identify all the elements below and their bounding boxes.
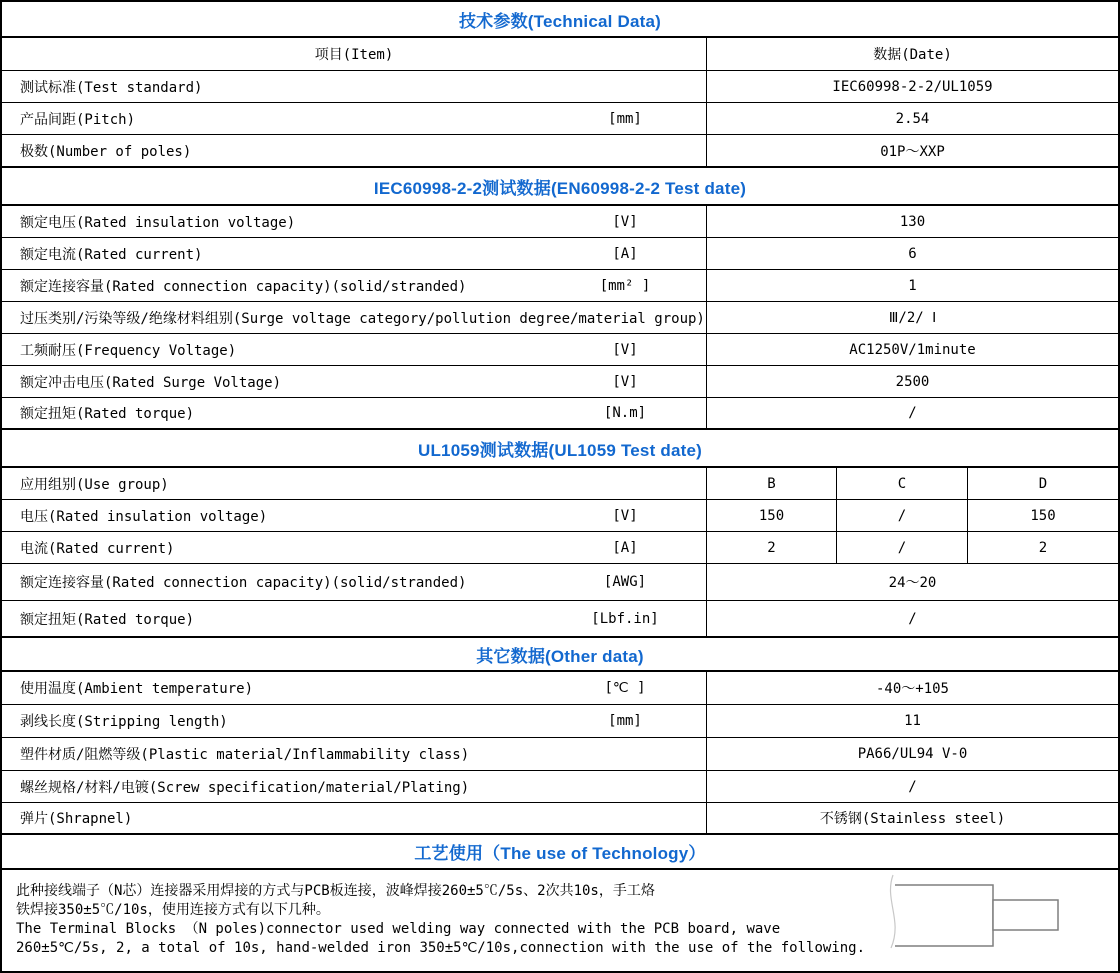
item-cell (2, 705, 707, 737)
section-technical-data (2, 2, 1118, 38)
item-row (2, 135, 1118, 168)
item-cell (2, 468, 707, 499)
row-unit: [A] (612, 539, 638, 556)
section-title: 技术参数(Technical Data) (458, 11, 662, 31)
section-title: 工艺使用（The use of Technology） (414, 844, 706, 863)
item-row (2, 334, 1118, 366)
row-label: 电流(Rated current) (20, 540, 175, 557)
item4-row (2, 532, 1118, 564)
row-value-group-b: 150 (707, 500, 837, 531)
item-cell (2, 366, 707, 397)
row-value: 130 (899, 213, 926, 230)
row-value-group-d: D (1038, 475, 1048, 492)
item-cell (2, 738, 707, 770)
item-cell (2, 71, 707, 102)
row-unit: [N.m] (603, 405, 647, 421)
row-value: Ⅲ/2/ Ⅰ (888, 309, 937, 326)
row-label: 工频耐压(Frequency Voltage) (20, 342, 237, 359)
note-line-en-2: 260±5℃/5s, 2, a total of 10s, hand-welded iron 350±5℃/10s,connection with the use of the following. (16, 940, 866, 956)
row-value: 2500 (895, 373, 930, 390)
row-unit: [mm] (608, 110, 642, 127)
row-value: 24～20 (888, 575, 937, 591)
column-header-date: 数据(Date) (873, 47, 952, 63)
row-label: 电压(Rated insulation voltage) (20, 508, 268, 525)
row-value: 01P～XXP (880, 143, 945, 160)
item4-row (2, 500, 1118, 532)
row-value: / (908, 610, 917, 627)
row-unit: [℃ ] (604, 680, 646, 696)
row-value: / (908, 778, 917, 795)
row-value-group-c: / (837, 500, 968, 531)
row-unit: [V] (612, 507, 638, 524)
item-cell (2, 601, 707, 636)
item-row (2, 601, 1118, 638)
row-unit: [mm² ] (599, 277, 651, 294)
row-unit: [V] (612, 373, 638, 390)
item-cell (2, 672, 707, 704)
item-row (2, 238, 1118, 270)
wire-insulation-outline (895, 885, 993, 946)
item-cell (2, 238, 707, 269)
row-unit: [AWG] (603, 574, 647, 590)
row-label: 额定扭矩(Rated torque) (20, 611, 195, 628)
row-value: 2.54 (895, 110, 930, 127)
row-value-group-c: C (837, 468, 968, 499)
row-value-group-d: 2 (1038, 539, 1048, 556)
item-row (2, 771, 1118, 803)
row-label: 额定连接容量(Rated connection capacity)(solid/stranded) (20, 575, 467, 591)
item-cell (2, 334, 707, 365)
section-title: 其它数据(Other data) (476, 646, 644, 666)
item-cell (2, 398, 707, 428)
row-label: 测试标准(Test standard) (20, 79, 203, 96)
row-value-group-b: 2 (707, 532, 837, 563)
item-row (2, 302, 1118, 334)
row-label: 产品间距(Pitch) (20, 111, 136, 128)
row-value: -40～+105 (875, 681, 949, 697)
section-use-of-technology (2, 835, 1118, 870)
note-line-cn-1: 此种接线端子（N芯）连接器采用焊接的方式与PCB板连接，波峰焊接260±5℃/5s、2次共10s，手工烙 (16, 883, 655, 899)
item-cell (2, 103, 707, 134)
row-value: 6 (908, 245, 917, 262)
row-value: 11 (904, 713, 921, 729)
item-cell (2, 500, 707, 531)
wire-break-wave (890, 875, 895, 948)
row-value: PA66/UL94 V-0 (857, 746, 968, 762)
item-row (2, 71, 1118, 103)
row-label: 螺丝规格/材料/电镀(Screw specification/material/Plating) (20, 779, 470, 796)
note-line-cn-2: 铁焊接350±5℃/10s，使用连接方式有以下几种。 (16, 902, 330, 918)
stripped-wire-diagram (880, 872, 1118, 971)
row-value: / (908, 405, 917, 421)
row-label: 额定电压(Rated insulation voltage) (20, 214, 296, 231)
technology-note (2, 870, 1118, 971)
section-other-data (2, 638, 1118, 672)
row-unit: [A] (612, 245, 638, 262)
section-iec60998-test-data (2, 168, 1118, 206)
row-label: 额定扭矩(Rated torque) (20, 406, 195, 422)
item4-row (2, 468, 1118, 500)
row-label: 极数(Number of poles) (20, 143, 192, 160)
item-cell (2, 532, 707, 563)
item-row (2, 398, 1118, 430)
item-cell (2, 564, 707, 600)
row-unit: [Lbf.in] (591, 610, 659, 627)
item-cell (2, 206, 707, 237)
row-label: 使用温度(Ambient temperature) (20, 681, 254, 697)
item-row (2, 366, 1118, 398)
column-header-item: 项目(Item) (2, 38, 707, 70)
column-header-row (2, 38, 1118, 71)
item-cell (2, 302, 707, 333)
item-row (2, 738, 1118, 771)
item-row (2, 206, 1118, 238)
item-row (2, 103, 1118, 135)
row-value-group-d: 150 (1030, 507, 1056, 524)
row-unit: [mm] (608, 713, 642, 729)
row-value: AC1250V/1minute (849, 341, 976, 358)
row-label: 弹片(Shrapnel) (20, 811, 133, 827)
row-label: 应用组别(Use group) (20, 476, 169, 493)
row-value: 1 (908, 277, 917, 294)
section-title: UL1059测试数据(UL1059 Test date) (418, 440, 702, 460)
row-unit: [V] (612, 213, 638, 230)
row-unit: [V] (612, 341, 638, 358)
item-cell (2, 771, 707, 802)
item-cell (2, 803, 707, 833)
row-label: 塑件材质/阻燃等级(Plastic material/Inflammability class) (20, 747, 470, 763)
item-cell (2, 270, 707, 301)
section-ul1059-test-data (2, 430, 1118, 468)
row-label: 额定连接容量(Rated connection capacity)(solid/stranded) (20, 278, 467, 295)
item-row (2, 672, 1118, 705)
item-cell (2, 135, 707, 166)
row-label: 剥线长度(Stripping length) (20, 714, 228, 730)
section-title: IEC60998-2-2测试数据(EN60998-2-2 Test date) (373, 178, 747, 198)
row-label: 过压类别/污染等级/绝缘材料组别(Surge voltage category/pollution degree/material group) (20, 310, 705, 327)
note-line-en-1: The Terminal Blocks （N poles)connector used welding way connected with the PCB board, wave (16, 921, 781, 937)
item-row (2, 705, 1118, 738)
item-row (2, 803, 1118, 835)
item-row (2, 564, 1118, 601)
row-value-group-b: B (707, 468, 837, 499)
row-value-group-c: / (837, 532, 968, 563)
row-label: 额定电流(Rated current) (20, 246, 203, 263)
row-value: 不锈钢(Stainless steel) (819, 811, 1006, 827)
tech-table (2, 2, 1118, 971)
wire-conductor-outline (993, 900, 1058, 930)
row-label: 额定冲击电压(Rated Surge Voltage) (20, 374, 282, 391)
item-row (2, 270, 1118, 302)
row-value: IEC60998-2-2/UL1059 (832, 78, 993, 95)
